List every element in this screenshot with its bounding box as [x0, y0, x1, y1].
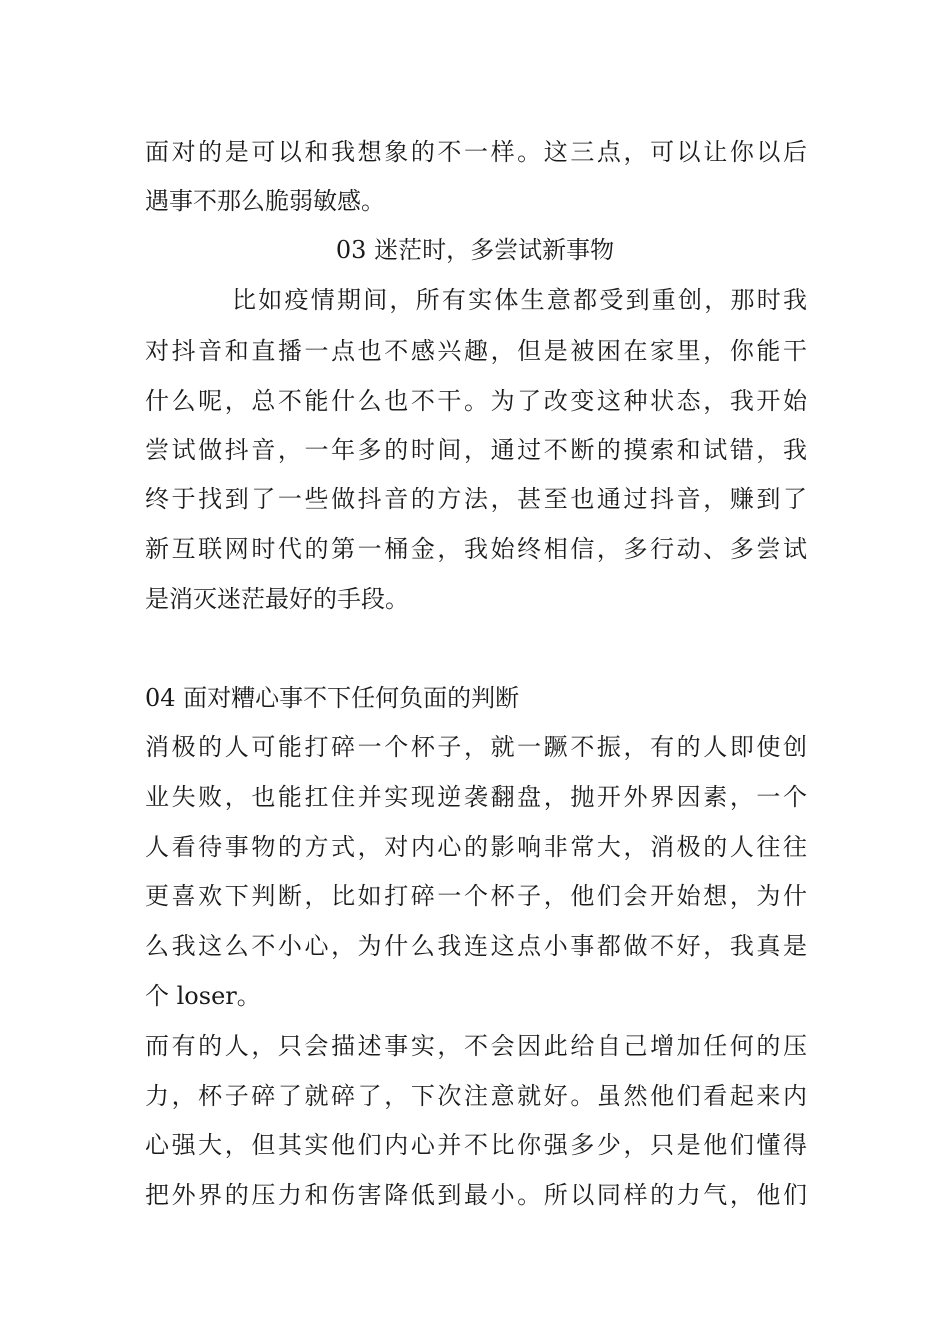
- paragraph-line: 个 loser。: [145, 982, 261, 1010]
- paragraph-line: 消极的人可能打碎一个杯子，就一蹶不振，有的人即使创: [145, 733, 807, 761]
- paragraph-line: 比如疫情期间，所有实体生意都受到重创，那时我: [232, 286, 807, 314]
- paragraph-line: 终于找到了一些做抖音的方法，甚至也通过抖音，赚到了: [145, 485, 807, 513]
- paragraph-line: 对抖音和直播一点也不感兴趣，但是被困在家里，你能干: [145, 337, 807, 365]
- paragraph-line: 新互联网时代的第一桶金，我始终相信，多行动、多尝试: [145, 535, 807, 563]
- paragraph-line: 人看待事物的方式，对内心的影响非常大，消极的人往往: [145, 833, 807, 861]
- paragraph-line: 么我这么不小心，为什么我连这点小事都做不好，我真是: [145, 932, 807, 960]
- paragraph-line: 而有的人，只会描述事实，不会因此给自己增加任何的压: [145, 1032, 807, 1060]
- paragraph-line: 什么呢，总不能什么也不干。为了改变这种状态，我开始: [145, 387, 807, 415]
- section-heading-03: 03 迷茫时，多尝试新事物: [335, 236, 615, 264]
- paragraph-line: 是消灭迷茫最好的手段。: [145, 585, 409, 613]
- paragraph-line: 尝试做抖音，一年多的时间，通过不断的摸索和试错，我: [145, 436, 807, 464]
- paragraph-line: 更喜欢下判断，比如打碎一个杯子，他们会开始想，为什: [145, 882, 807, 910]
- paragraph-line: 心强大，但其实他们内心并不比你强多少，只是他们懂得: [145, 1131, 807, 1159]
- paragraph-line: 业失败，也能扛住并实现逆袭翻盘，抛开外界因素，一个: [145, 783, 807, 811]
- section-heading-04: 04 面对糟心事不下任何负面的判断: [145, 684, 520, 712]
- paragraph-line: 遇事不那么脆弱敏感。: [145, 187, 385, 215]
- paragraph-line: 力，杯子碎了就碎了，下次注意就好。虽然他们看起来内: [145, 1082, 807, 1110]
- paragraph-line: 把外界的压力和伤害降低到最小。所以同样的力气，他们: [145, 1181, 807, 1209]
- paragraph-line: 面对的是可以和我想象的不一样。这三点，可以让你以后: [145, 138, 807, 166]
